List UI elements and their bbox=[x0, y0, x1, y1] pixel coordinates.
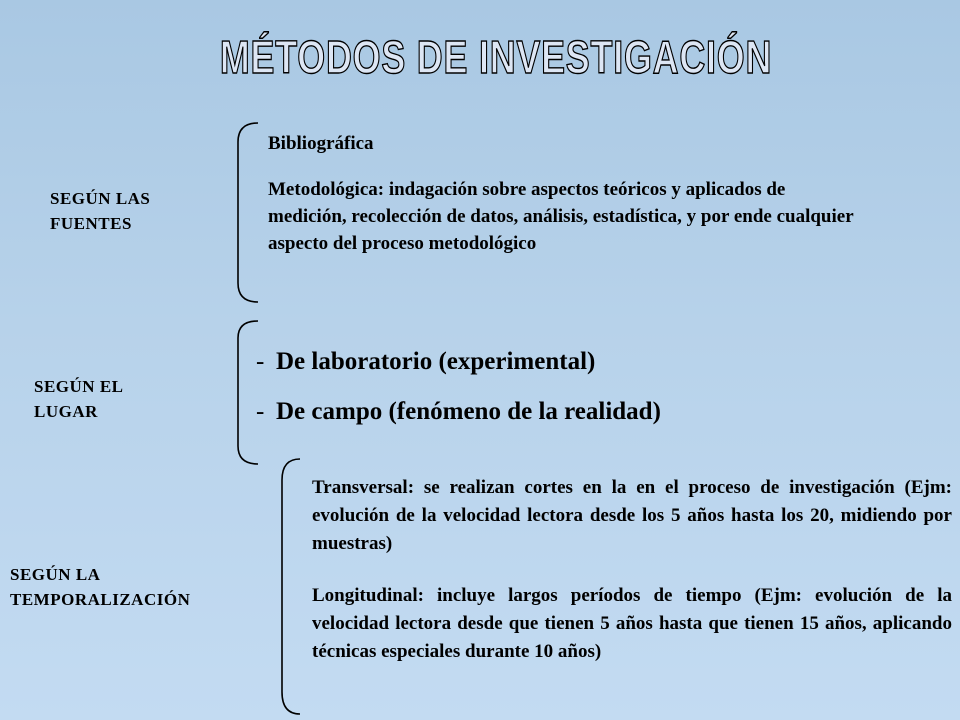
dash-marker: - bbox=[256, 398, 265, 425]
bracket-temporalizacion bbox=[270, 456, 302, 718]
item-transversal: Transversal: se realizan cortes en la en el proceso de investigación (Ejm: evolución de la velocidad lectora desde los 5 años hasta los 20, midiendo por muestras) bbox=[312, 477, 952, 554]
item-bibliografica: Bibliográfica bbox=[268, 133, 374, 154]
item-campo-text: De campo (fenómeno de la realidad) bbox=[276, 398, 661, 425]
label-segun-el-lugar: SEGÚN EL LUGAR bbox=[34, 377, 123, 421]
slide-title: MÉTODOS DE INVESTIGACIÓN bbox=[219, 31, 773, 83]
item-metodologica: Metodológica: indagación sobre aspectos teóricos y aplicados de medición, recolección de datos, análisis, estadística, y por ende cualquier aspecto del proceso metodológico bbox=[268, 179, 854, 254]
label-segun-la-temporalizacion: SEGÚN LA TEMPORALIZACIÓN bbox=[10, 565, 191, 609]
item-campo bbox=[256, 397, 936, 427]
bracket-lugar bbox=[228, 318, 260, 468]
label-segun-las-fuentes: SEGÚN LAS FUENTES bbox=[50, 189, 151, 233]
item-laboratorio-text: De laboratorio (experimental) bbox=[276, 348, 596, 375]
dash-marker: - bbox=[256, 348, 265, 375]
item-laboratorio bbox=[256, 347, 936, 377]
item-longitudinal: Longitudinal: incluye largos períodos de tiempo (Ejm: evolución de la velocidad lectora desde que tienen 5 años hasta que tienen 15 años, aplicando técnicas especiales durante 10 años) bbox=[312, 585, 952, 662]
bracket-fuentes bbox=[228, 120, 260, 305]
